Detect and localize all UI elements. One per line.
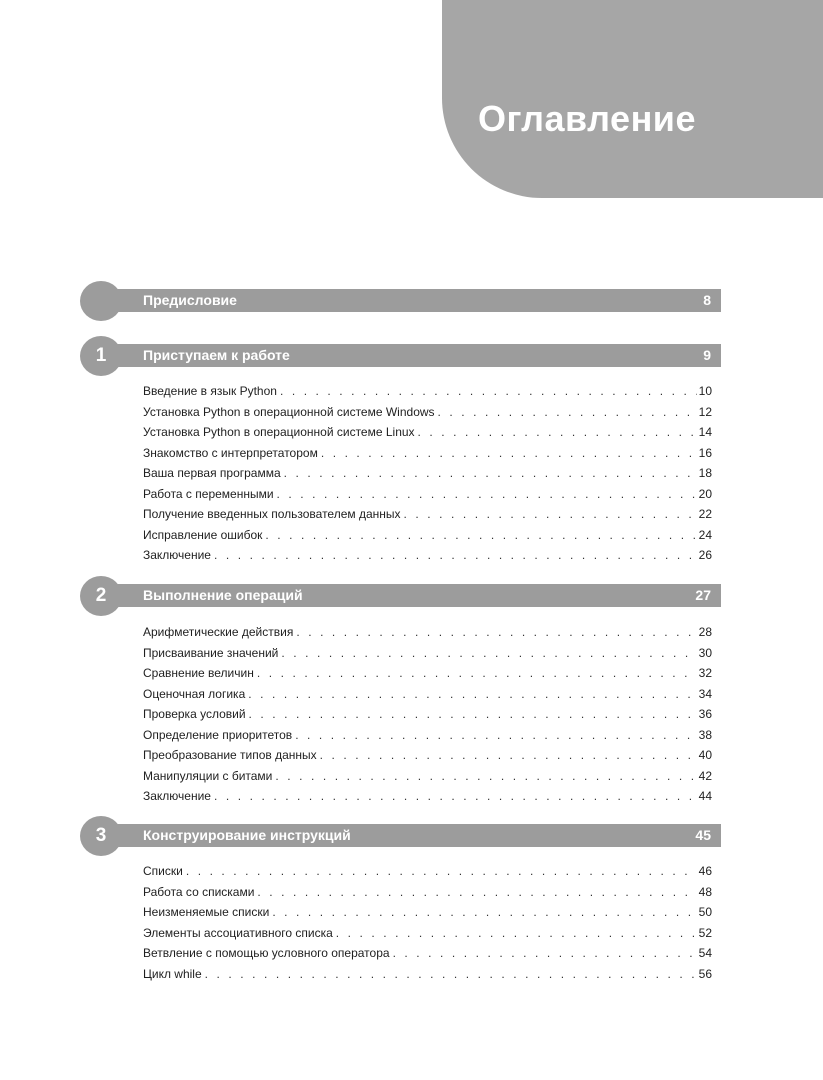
toc-entry[interactable] xyxy=(143,663,712,684)
toc-entry[interactable] xyxy=(143,504,712,525)
toc-entry[interactable] xyxy=(143,463,712,484)
toc-entry[interactable] xyxy=(143,766,712,787)
toc-entry[interactable] xyxy=(143,484,712,505)
toc-entry-title: Оценочная логика xyxy=(143,686,246,701)
chapter-title: Выполнение операций xyxy=(143,587,303,603)
toc-entry[interactable] xyxy=(143,545,712,566)
dot-leader xyxy=(280,381,697,402)
toc-entry-page: 32 xyxy=(698,666,712,680)
toc-entry[interactable] xyxy=(143,725,712,746)
chapter-page: 45 xyxy=(695,827,711,843)
toc-entry-title: Арифметические действия xyxy=(143,625,294,639)
toc-entry-page: 20 xyxy=(698,486,712,501)
chapter-header[interactable] xyxy=(80,816,721,856)
chapter-title: Конструирование инструкций xyxy=(143,827,351,843)
toc-entry-page: 56 xyxy=(698,966,712,981)
dot-leader xyxy=(205,964,697,985)
toc-entry[interactable] xyxy=(143,402,712,423)
toc-entry[interactable] xyxy=(143,443,712,464)
toc-entry-page: 46 xyxy=(698,864,712,878)
toc-entry[interactable] xyxy=(143,684,712,705)
toc-entry-title: Работа со списками xyxy=(143,884,255,899)
toc-entry-page: 48 xyxy=(698,884,712,899)
toc-entry[interactable] xyxy=(143,704,712,725)
chapter-number: 3 xyxy=(95,825,107,846)
toc-entry-page: 52 xyxy=(698,925,712,940)
toc-entry-title: Получение введенных пользователем данных xyxy=(143,507,401,521)
dot-leader xyxy=(265,525,696,546)
dot-leader xyxy=(249,704,697,725)
toc-entry-title: Списки xyxy=(143,864,183,878)
toc-entry-title: Заключение xyxy=(143,548,211,562)
dot-leader xyxy=(281,643,696,664)
chapter-preface xyxy=(80,281,721,321)
toc-entry-page: 34 xyxy=(698,686,712,701)
toc-entry-title: Элементы ассоциативного списка xyxy=(143,925,333,940)
dot-leader xyxy=(275,766,696,787)
toc-entry-page: 40 xyxy=(698,748,712,762)
dot-leader xyxy=(248,684,696,705)
toc-entry-page: 38 xyxy=(698,727,712,742)
toc-entry[interactable] xyxy=(143,525,712,546)
toc-entry-title: Присваивание значений xyxy=(143,645,279,660)
toc-entry[interactable] xyxy=(143,902,712,923)
dot-leader xyxy=(418,422,697,443)
dot-leader xyxy=(277,484,697,505)
toc-entry-page: 14 xyxy=(698,425,712,439)
chapter-header[interactable] xyxy=(80,336,721,376)
dot-leader xyxy=(438,402,697,423)
dot-leader xyxy=(321,443,697,464)
chapter-entries xyxy=(143,381,712,566)
chapter-page: 9 xyxy=(703,347,711,363)
toc-entry-title: Знакомство с интерпретатором xyxy=(143,445,318,460)
chapter-number: 1 xyxy=(95,345,107,366)
toc-entry-page: 16 xyxy=(698,445,712,460)
toc-entry-title: Ваша первая программа xyxy=(143,466,281,480)
dot-leader xyxy=(393,943,697,964)
chapter-entries xyxy=(143,861,712,984)
chapter-2 xyxy=(80,576,721,803)
toc-entry[interactable] xyxy=(143,422,712,443)
toc-entry-page: 10 xyxy=(698,384,712,398)
toc-entry-page: 50 xyxy=(698,905,712,919)
toc-entry-title: Цикл while xyxy=(143,966,202,981)
toc-entry-page: 42 xyxy=(698,768,712,783)
chapter-page: 8 xyxy=(703,292,711,308)
toc-entry-title: Неизменяемые списки xyxy=(143,905,270,919)
toc-entry-title: Работа с переменными xyxy=(143,486,274,501)
toc-entry-page: 26 xyxy=(698,548,712,562)
chapter-title: Приступаем к работе xyxy=(143,347,290,363)
dot-leader xyxy=(320,745,697,766)
dot-leader xyxy=(336,923,697,944)
toc-entry[interactable] xyxy=(143,882,712,903)
toc-entry[interactable] xyxy=(143,861,712,882)
chapter-header[interactable] xyxy=(80,281,721,321)
toc-entry[interactable] xyxy=(143,381,712,402)
toc-entry-page: 36 xyxy=(698,707,712,721)
dot-leader xyxy=(272,902,696,923)
toc-entry-page: 28 xyxy=(698,625,712,639)
toc-entry-title: Сравнение величин xyxy=(143,666,254,680)
toc-entry-page: 54 xyxy=(698,946,712,960)
toc-entry-page: 22 xyxy=(698,507,712,521)
toc-entry-title: Введение в язык Python xyxy=(143,384,277,398)
toc-entry-title: Ветвление с помощью условного оператора xyxy=(143,946,390,960)
chapter-header[interactable] xyxy=(80,576,721,616)
toc-entry-title: Преобразование типов данных xyxy=(143,748,317,762)
toc-entry[interactable] xyxy=(143,964,712,985)
toc-entry-page: 30 xyxy=(698,645,712,660)
dot-leader xyxy=(284,463,697,484)
title-tab xyxy=(442,0,823,198)
page-title: Оглавление xyxy=(478,98,696,139)
chapter-entries xyxy=(143,622,712,807)
toc-entry-page: 24 xyxy=(698,527,712,542)
dot-leader xyxy=(257,882,696,903)
dot-leader xyxy=(186,861,697,882)
toc-entry[interactable] xyxy=(143,786,712,807)
chapter-number xyxy=(80,281,122,321)
chapter-page: 27 xyxy=(695,587,711,603)
chapter-number: 2 xyxy=(95,585,107,606)
toc-entry-page: 18 xyxy=(698,466,712,480)
toc-entry-title: Исправление ошибок xyxy=(143,527,263,542)
toc-entry[interactable] xyxy=(143,643,712,664)
toc-entry[interactable] xyxy=(143,622,712,643)
toc-entry[interactable] xyxy=(143,745,712,766)
toc-entry-title: Определение приоритетов xyxy=(143,727,293,742)
toc-entry-page: 44 xyxy=(698,789,712,803)
dot-leader xyxy=(214,786,697,807)
toc-entry-title: Установка Python в операционной системе Windows xyxy=(143,404,435,419)
toc-entry[interactable] xyxy=(143,943,712,964)
toc-entry-title: Заключение xyxy=(143,789,211,803)
toc-entry-title: Установка Python в операционной системе Linux xyxy=(143,425,415,439)
chapter-1 xyxy=(80,336,721,562)
chapter-title: Предисловие xyxy=(143,292,237,308)
dot-leader xyxy=(295,725,696,746)
toc-entry[interactable] xyxy=(143,923,712,944)
toc-entry-page: 12 xyxy=(698,404,712,419)
toc-entry-title: Манипуляции с битами xyxy=(143,768,273,783)
toc-entry-title: Проверка условий xyxy=(143,707,246,721)
dot-leader xyxy=(257,663,697,684)
dot-leader xyxy=(296,622,696,643)
dot-leader xyxy=(404,504,697,525)
dot-leader xyxy=(214,545,697,566)
chapter-3 xyxy=(80,816,721,981)
